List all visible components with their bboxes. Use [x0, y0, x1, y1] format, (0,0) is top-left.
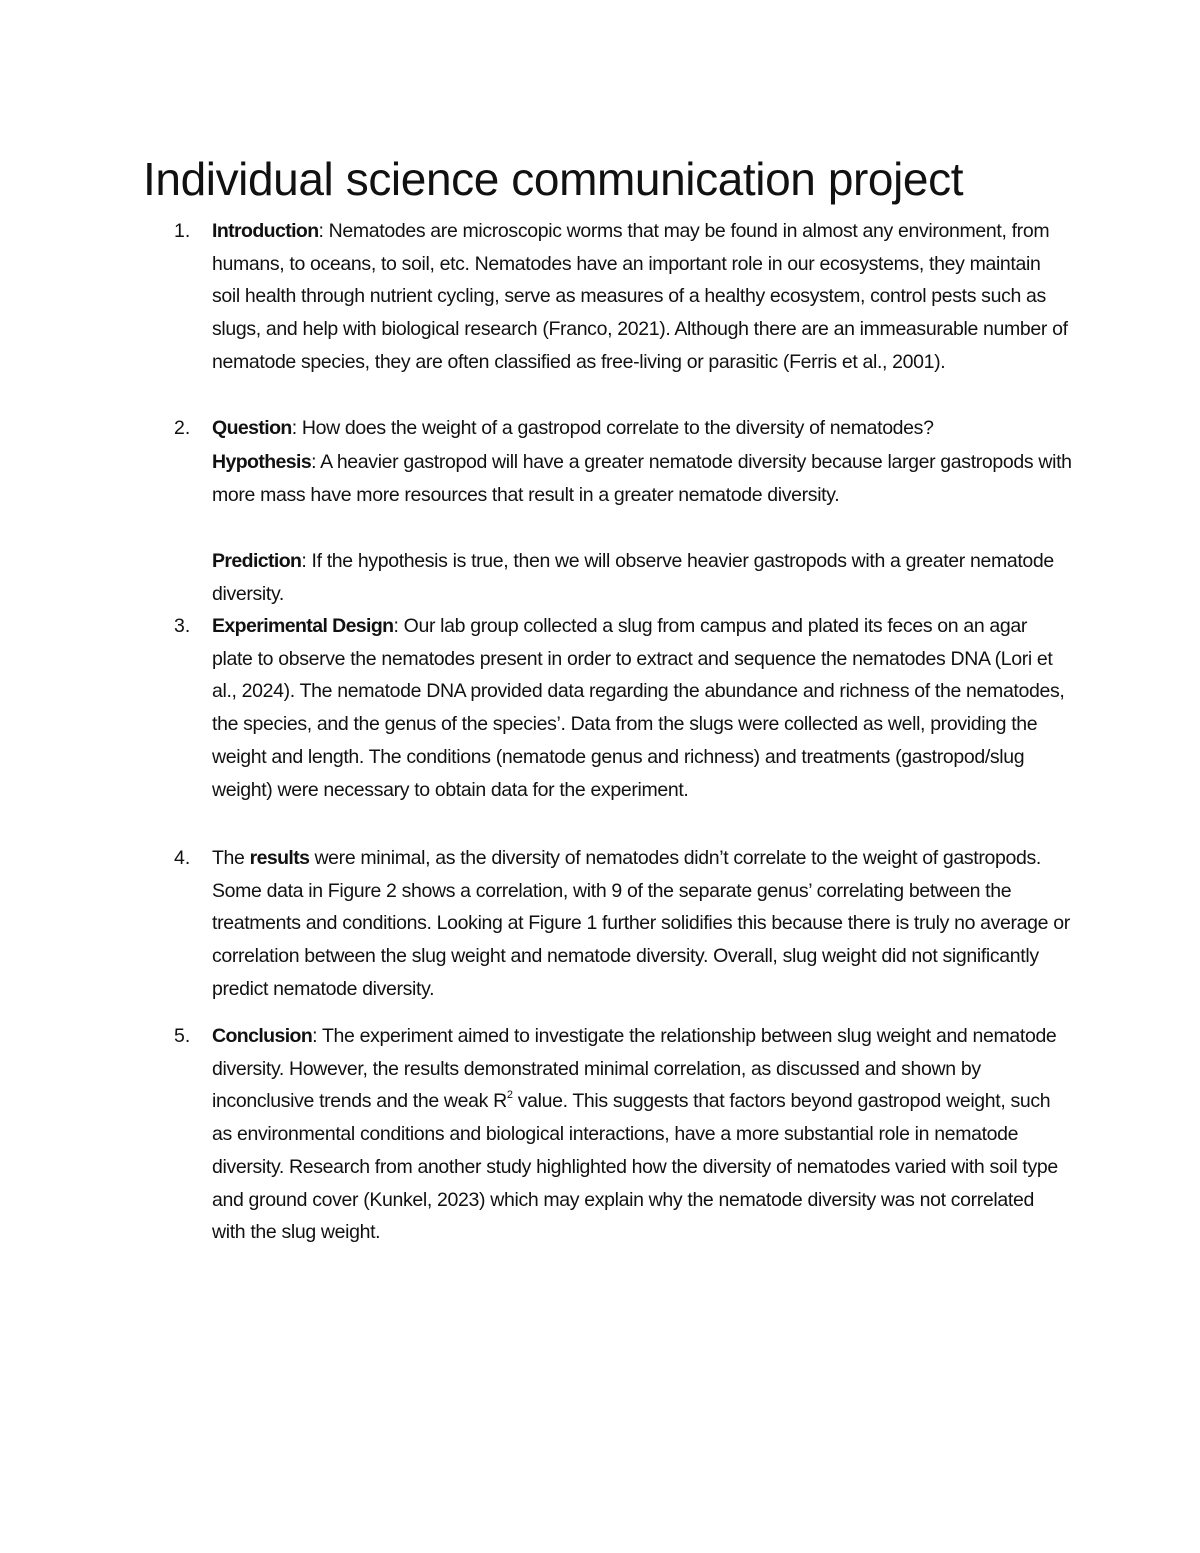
results-label: results: [249, 847, 310, 869]
conclusion-paragraph: [212, 1020, 1072, 1249]
experimental-design-paragraph: [212, 610, 1072, 806]
page-title: Individual science communication project: [143, 153, 964, 205]
prediction-label: Prediction: [212, 550, 302, 572]
hypothesis-label: Hypothesis: [212, 451, 312, 473]
list-number: 5.: [174, 1025, 191, 1047]
question-paragraph: [212, 412, 1072, 445]
list-number: 3.: [174, 615, 191, 637]
introduction-paragraph: [212, 215, 1072, 379]
hypothesis-paragraph: [212, 446, 1072, 511]
list-number: 2.: [174, 417, 191, 439]
list-number: 4.: [174, 847, 191, 869]
results-prefix: The: [212, 847, 250, 869]
results-text: were minimal, as the diversity of nematodes didn’t correlate to the weight of gastropods. Some data in Figure 2 shows a correlation, with 9 of the separate genus’ correlating between the treatments and conditions. Looking at Figure 1 further solidifies this because there is truly no average or correlation between the slug weight and nematode diversity. Overall, slug weight did not significantly predict nematode diversity.: [212, 847, 1070, 1000]
experimental-design-text: : Our lab group collected a slug from campus and plated its feces on an agar plate to observe the nematodes present in order to extract and sequence the nematodes DNA (Lori et al., 2024). The nematode DNA provided data regarding the abundance and richness of the nematodes, the species, and the genus of the species’. Data from the slugs were collected as well, providing the weight and length. The conditions (nematode genus and richness) and treatments (gastropod/slug weight) were necessary to obtain data for the experiment.: [212, 615, 1065, 801]
prediction-text: : If the hypothesis is true, then we will observe heavier gastropods with a greater nematode diversity.: [212, 550, 1054, 605]
question-label: Question: [212, 417, 292, 439]
introduction-label: Introduction: [212, 220, 319, 242]
conclusion-label: Conclusion: [212, 1025, 313, 1047]
results-paragraph: [212, 842, 1072, 1006]
list-number: 1.: [174, 220, 191, 242]
prediction-paragraph: [212, 545, 1072, 610]
superscript-two: 2: [506, 1089, 513, 1102]
conclusion-text-start: : The experiment aimed to investigate the relationship between slug weight and nematode diversity. However, the results demonstrated minimal correlation, as discussed and shown by inconclusive trends and the weak R: [212, 1025, 1057, 1113]
hypothesis-text: : A heavier gastropod will have a greater nematode diversity because larger gastropods with more mass have more resources that result in a greater nematode diversity.: [212, 451, 1072, 506]
experimental-design-label: Experimental Design: [212, 615, 394, 637]
conclusion-text-end: value. This suggests that factors beyond gastropod weight, such as environmental conditions and biological interactions, have a more substantial role in nematode diversity. Research from another study highlighted how the diversity of nematodes varied with soil type and ground cover (Kunkel, 2023) which may explain why the nematode diversity was not correlated with the slug weight.: [212, 1090, 1058, 1244]
question-text: : How does the weight of a gastropod correlate to the diversity of nematodes?: [291, 417, 934, 439]
introduction-text: : Nematodes are microscopic worms that may be found in almost any environment, from humans, to oceans, to soil, etc. Nematodes have an important role in our ecosystems, they maintain soil health through nutrient cycling, serve as measures of a healthy ecosystem, control pests such as slugs, and help with biological research (Franco, 2021). Although there are an immeasurable number of nematode species, they are often classified as free-living or parasitic (Ferris et al., 2001).: [212, 220, 1068, 373]
